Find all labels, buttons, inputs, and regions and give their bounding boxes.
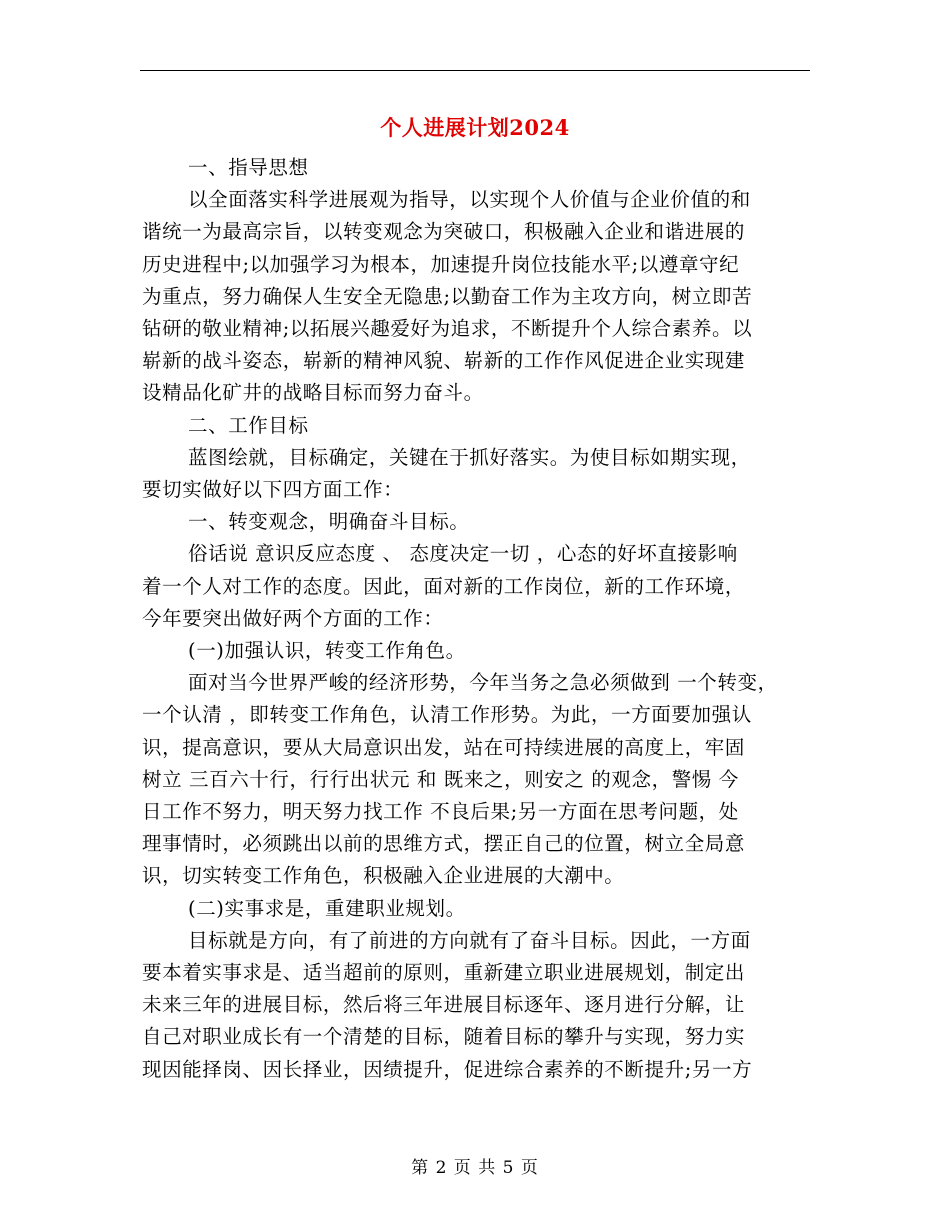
text-line: 为重点，努力确保人生安全无隐患;以勤奋工作为主攻方向，树立即苦 — [142, 284, 753, 308]
text-line: 要切实做好以下四方面工作： — [142, 478, 404, 502]
text-line: 一、指导思想 — [188, 156, 309, 179]
text-line: 面对当今世界严峻的经济形势，今年当务之急必须做到 一个转变， — [188, 671, 778, 695]
document-body — [142, 152, 810, 1086]
text-line: 自己对职业成长有一个清楚的目标，随着目标的攀升与实现，努力实 — [142, 1025, 746, 1049]
text-line: 谐统一为最高宗旨，以转变观念为突破口，积极融入企业和谐进展的 — [142, 220, 746, 244]
text-line: 要本着实事求是、适当超前的原则，重新建立职业进展规划，制定出 — [142, 961, 746, 985]
text-line: 树立 三百六十行，行行出状元 和 既来之，则安之 的观念，警惕 今 — [142, 767, 739, 791]
text-line: (二)实事求是，重建职业规划。 — [188, 896, 466, 920]
text-line: 未来三年的进展目标，然后将三年进展目标逐年、逐月进行分解，让 — [142, 993, 746, 1017]
page-number: 第 2 页 共 5 页 — [411, 1158, 539, 1178]
header-rule — [140, 70, 810, 71]
text-line: 钻研的敬业精神;以拓展兴趣爱好为追求，不断提升个人综合素养。以 — [142, 317, 753, 341]
text-line: 蓝图绘就，目标确定，关键在于抓好落实。为使目标如期实现， — [188, 445, 751, 469]
text-line: 今年要突出做好两个方面的工作： — [142, 606, 444, 630]
document-title: 个人进展计划2024 — [380, 115, 570, 140]
text-line: 识，切实转变工作角色，积极融入企业进展的大潮中。 — [142, 864, 625, 888]
text-line: 一个认清 ，即转变工作角色，认清工作形势。为此，一方面要加强认 — [142, 703, 752, 727]
text-line: 二、工作目标 — [188, 413, 309, 437]
text-line: 历史进程中;以加强学习为根本，加速提升岗位技能水平;以遵章守纪 — [142, 252, 740, 276]
text-line: 设精品化矿井的战略目标而努力奋斗。 — [142, 381, 484, 405]
text-line: 着一个人对工作的态度。因此，面对新的工作岗位，新的工作环境， — [142, 574, 746, 598]
text-line: 识，提高意识，要从大局意识出发，站在可持续进展的高度上，牢固 — [142, 735, 746, 759]
text-line: 现因能择岗、因长择业，因绩提升，促进综合素养的不断提升;另一方 — [142, 1057, 753, 1081]
text-line: (一)加强认识，转变工作角色。 — [188, 639, 466, 663]
text-line: 目标就是方向，有了前进的方向就有了奋斗目标。因此，一方面 — [188, 928, 751, 952]
text-line: 崭新的战斗姿态，崭新的精神风貌、崭新的工作作风促进企业实现建 — [142, 349, 746, 373]
text-line: 俗话说 意识反应态度 、 态度决定一切 ，心态的好坏直接影响 — [188, 542, 738, 566]
text-line: 理事情时，必须跳出以前的思维方式，摆正自己的位置，树立全局意 — [142, 832, 746, 856]
text-line: 日工作不努力，明天努力找工作 不良后果;另一方面在思考问题，处 — [142, 800, 739, 824]
text-line: 一、转变观念，明确奋斗目标。 — [188, 510, 470, 534]
text-line: 以全面落实科学进展观为指导，以实现个人价值与企业价值的和 — [188, 188, 751, 212]
